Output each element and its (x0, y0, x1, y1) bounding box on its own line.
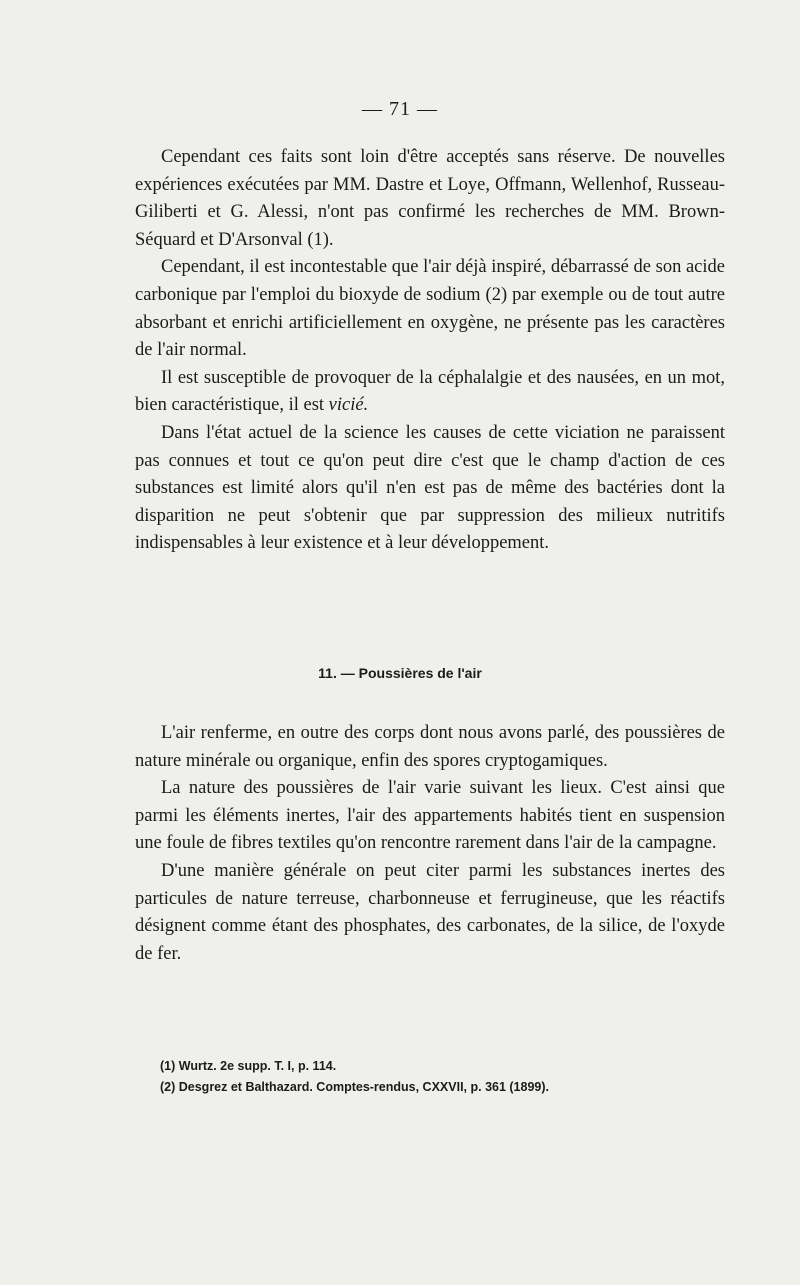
footnote: (2) Desgrez et Balthazard. Comptes-rendus, CXXVII, p. 361 (1899). (160, 1080, 550, 1094)
paragraph (135, 365, 725, 420)
footnotes (160, 1056, 680, 1098)
emphasis-vicie: vicié. (328, 395, 369, 416)
paragraph: Dans l'état actuel de la science les causes de cette viciation ne paraissent pas connues et tout ce qu'on peut dire c'est que le champ d'action de ces substances est limité alors qu'il n'en est pas de même des bactéries dont la disparition ne peut s'obtenir que par suppression des milieux nutritifs indispensables à leur existence et à leur développement. (135, 422, 725, 554)
paragraph: La nature des poussières de l'air varie suivant les lieux. C'est ainsi que parmi les éléments inertes, l'air des appartements habités tient en suspension une foule de fibres textiles qu'on rencontre rarement dans l'air de la campagne. (135, 778, 725, 854)
paragraph: Cependant, il est incontestable que l'air déjà inspiré, débarrassé de son acide carbonique par l'emploi du bioxyde de sodium (2) par exemple ou de tout autre absorbant et enrichi artificiellement en oxygène, ne présente pas les caractères de l'air normal. (135, 257, 725, 361)
paragraph-text: Il est susceptible de provoquer de la céphalalgie et des nausées, en un mot, bien caractéristique, il est (135, 367, 725, 416)
paragraph: Cependant ces faits sont loin d'être acceptés sans réserve. De nouvelles expériences exécutées par MM. Dastre et Loye, Offmann, Wellenhof, Russeau-Giliberti et G. Alessi, n'ont pas confirmé les recherches de MM. Brown-Séquard et D'Arsonval (1). (135, 147, 725, 250)
section-heading: 11. — Poussières de l'air (318, 665, 482, 681)
body-text-top (135, 144, 725, 558)
paragraph: L'air renferme, en outre des corps dont nous avons parlé, des poussières de nature minérale ou organique, enfin des spores cryptogamiques. (135, 723, 725, 771)
paragraph: D'une manière générale on peut citer parmi les substances inertes des particules de nature terreuse, charbonneuse et ferrugineuse, que les réactifs désignent comme étant des phosphates, des carbonates, de la silice, de l'oxyde de fer. (135, 860, 725, 964)
body-text-bottom (135, 720, 725, 968)
page-number: — 71 — (362, 98, 438, 120)
footnote: (1) Wurtz. 2e supp. T. I, p. 114. (160, 1059, 337, 1073)
